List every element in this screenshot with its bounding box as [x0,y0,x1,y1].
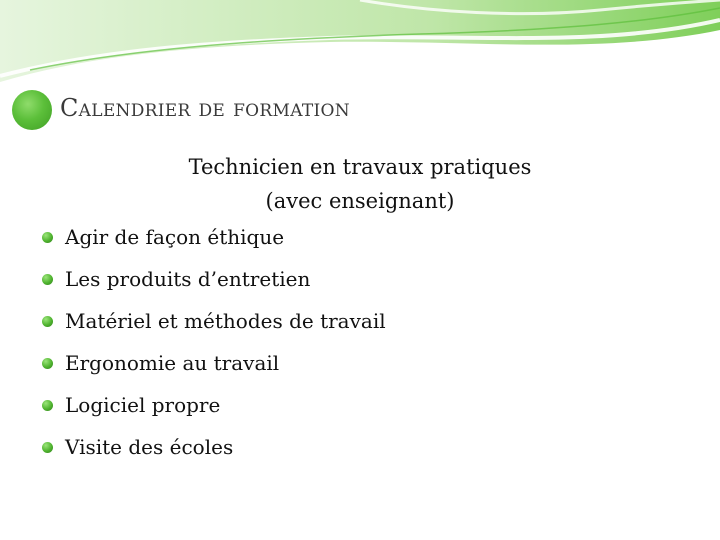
list-item [42,384,386,426]
slide-title-row [12,84,702,132]
list-item [42,426,386,468]
bullet-text: Logiciel propre [65,393,221,417]
list-item [42,216,386,258]
bullet-text: Visite des écoles [65,435,234,459]
subtitle-line-2: (avec enseignant) [265,189,455,213]
bullet-dot-icon [42,274,53,285]
bullet-dot-icon [42,400,53,411]
bullet-dot-icon [42,316,53,327]
bullet-text: Ergonomie au travail [65,351,280,375]
bullet-text: Matériel et méthodes de travail [65,309,386,333]
bullet-dot-icon [42,442,53,453]
bullet-text: Agir de façon éthique [65,225,285,249]
list-item [42,300,386,342]
bullet-text: Les produits d’entretien [65,267,311,291]
slide-title: Calendrier de formation [60,94,350,122]
bullet-dot-icon [42,232,53,243]
header-wave-banner [0,0,720,90]
slide-subtitle [160,150,560,218]
subtitle-line-1: Technicien en travaux pratiques [188,155,532,179]
list-item [42,342,386,384]
bullet-list [42,216,386,468]
list-item [42,258,386,300]
bullet-dot-icon [42,358,53,369]
title-bullet-circle [12,90,52,130]
